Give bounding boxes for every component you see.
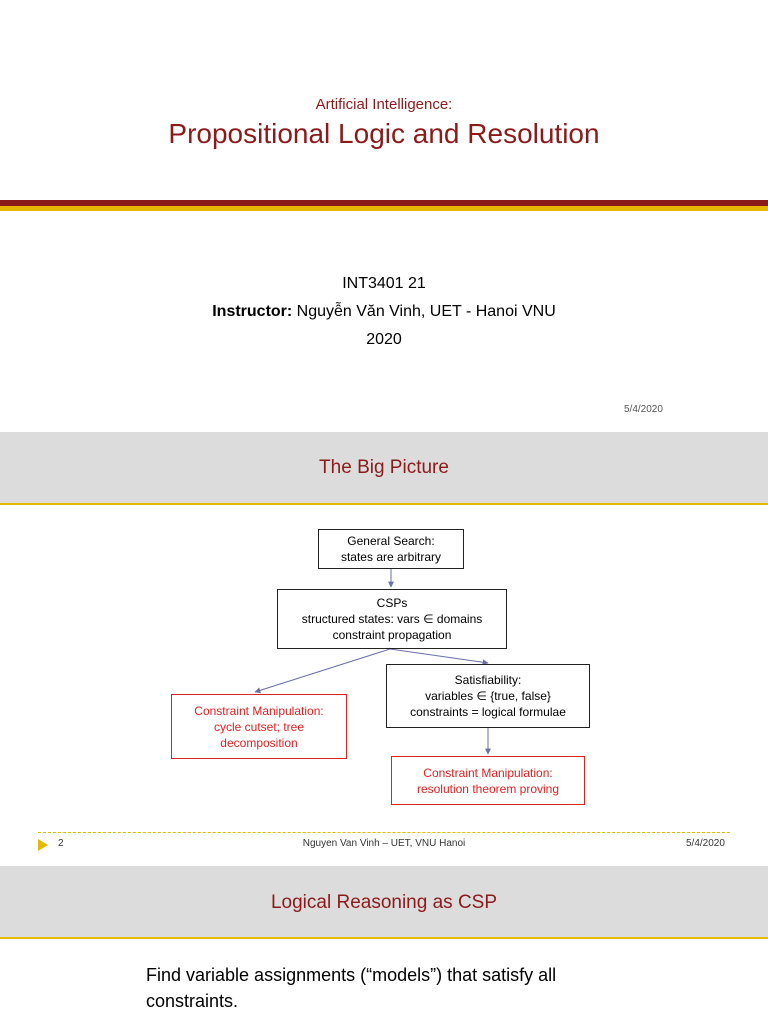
instructor-line [0, 303, 768, 321]
slide-1 [0, 0, 768, 432]
slide-title: The Big Picture [319, 457, 449, 478]
instructor-name: Nguyễn Văn Vinh, UET - Hanoi VNU [292, 303, 556, 320]
footer-date: 5/4/2020 [686, 838, 725, 849]
slide-3 [0, 866, 768, 1024]
box-line: structured states: vars ∈ domains [301, 612, 483, 626]
box-line: Constraint Manipulation: [423, 765, 553, 780]
box-line: CSPs [376, 596, 408, 610]
box-line: Constraint Manipulation: [194, 703, 324, 718]
satisfiability-box [386, 664, 590, 728]
box-line: decomposition [220, 735, 298, 750]
course-code: INT3401 21 [342, 275, 426, 292]
footer-divider [38, 832, 730, 833]
page-number: 2 [58, 838, 64, 849]
slide-title: Logical Reasoning as CSP [270, 892, 498, 913]
box-line: states are arbitrary [340, 550, 442, 564]
slide-2 [0, 432, 768, 864]
slide-header-underline [0, 937, 768, 939]
body-text: Find variable assignments (“models”) that satisfy all constraints. [146, 965, 557, 1011]
arrow-csps-to-sat [390, 649, 488, 663]
box-line: variables ∈ {true, false} [425, 689, 551, 703]
box-line: cycle cutset; tree [213, 719, 305, 734]
constraint-manipulation-right-box [391, 756, 585, 805]
slide-subtitle: Artificial Intelligence: [315, 96, 453, 113]
box-line: resolution theorem proving [416, 781, 560, 796]
year: 2020 [366, 331, 402, 348]
slide-title: Propositional Logic and Resolution [168, 118, 600, 149]
slide-date: 5/4/2020 [624, 404, 663, 415]
box-line: constraint propagation [332, 628, 452, 642]
csps-box [277, 589, 507, 649]
title-divider-gold [0, 206, 768, 211]
instructor-label: Instructor: [212, 303, 293, 320]
footer-author: Nguyen Van Vinh – UET, VNU Hanoi [302, 838, 466, 849]
arrow-csps-to-manip-left [255, 649, 390, 692]
constraint-manipulation-left-box [171, 694, 347, 759]
general-search-box [318, 529, 464, 569]
box-line: General Search: [347, 534, 435, 548]
box-line: Satisfiability: [454, 673, 522, 687]
box-line: constraints = logical formulae [410, 705, 566, 719]
